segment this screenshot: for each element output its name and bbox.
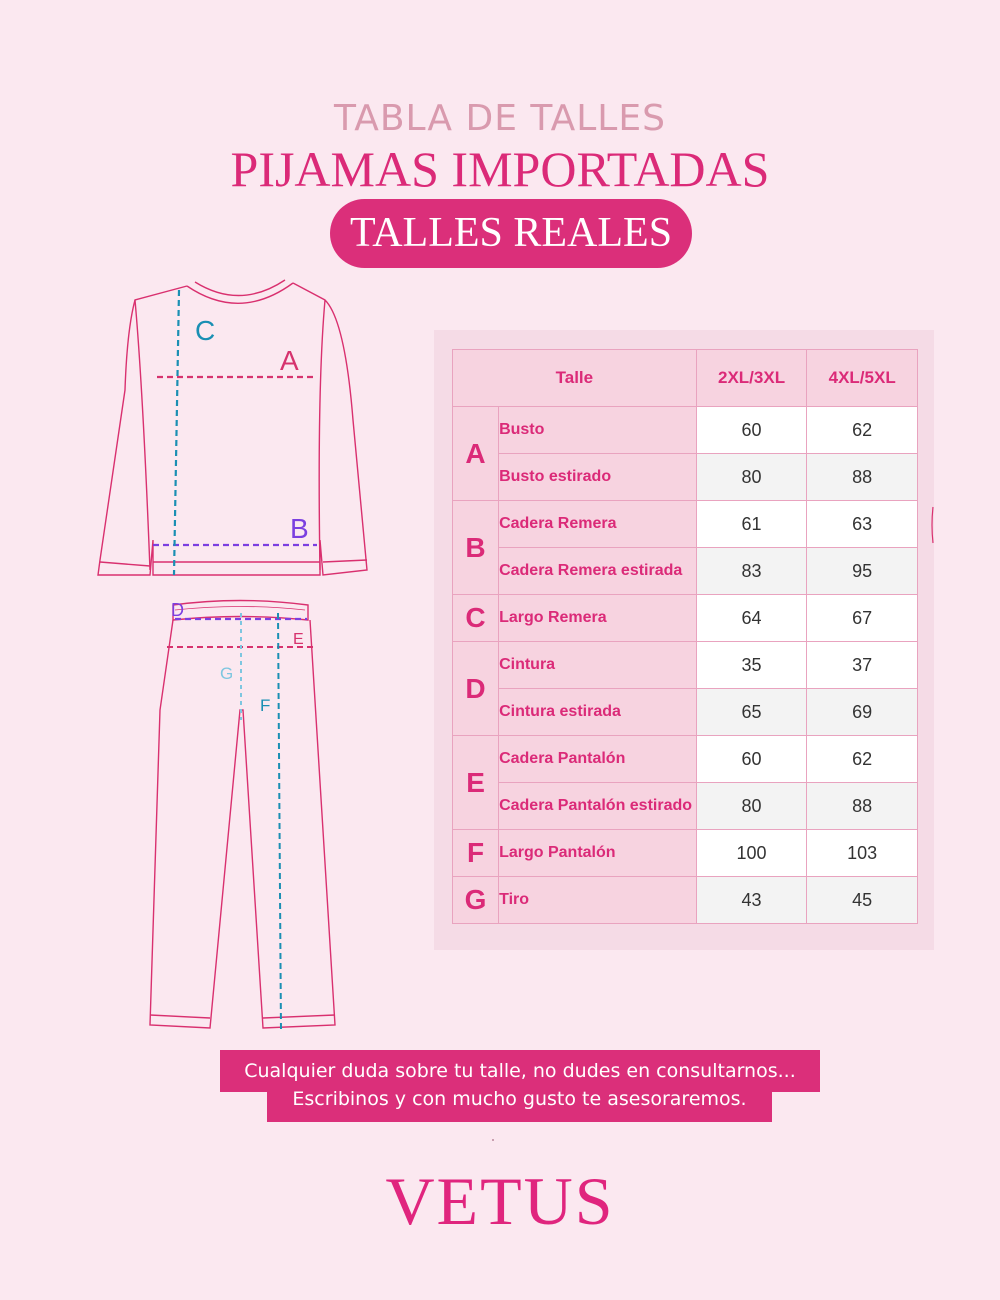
group-letter: D xyxy=(453,642,499,736)
header-talle: Talle xyxy=(453,350,697,407)
row-label: Cintura estirada xyxy=(499,689,697,736)
value-cell: 95 xyxy=(807,548,918,595)
table-row xyxy=(453,595,918,642)
value-cell: 65 xyxy=(696,689,807,736)
value-cell: 62 xyxy=(807,407,918,454)
label-d: D xyxy=(171,600,184,620)
table-row xyxy=(453,407,918,454)
row-label: Largo Pantalón xyxy=(499,830,697,877)
table-row xyxy=(453,736,918,783)
header-col2: 4XL/5XL xyxy=(807,350,918,407)
value-cell: 64 xyxy=(696,595,807,642)
brand-logo: VETUS xyxy=(385,1163,615,1239)
row-label: Cadera Pantalón xyxy=(499,736,697,783)
value-cell: 80 xyxy=(696,783,807,830)
pants-outline xyxy=(150,601,335,1029)
value-cell: 88 xyxy=(807,783,918,830)
value-cell: 62 xyxy=(807,736,918,783)
value-cell: 100 xyxy=(696,830,807,877)
row-label: Busto xyxy=(499,407,697,454)
row-label: Largo Remera xyxy=(499,595,697,642)
table-row xyxy=(453,830,918,877)
page-title: PIJAMAS IMPORTADAS xyxy=(230,141,770,197)
group-letter: A xyxy=(453,407,499,501)
row-label: Tiro xyxy=(499,877,697,924)
value-cell: 83 xyxy=(696,548,807,595)
group-letter: F xyxy=(453,830,499,877)
group-letter: G xyxy=(453,877,499,924)
label-b: B xyxy=(290,513,309,544)
label-c: C xyxy=(195,315,216,346)
label-a: A xyxy=(280,345,299,376)
help-note-line1: Cualquier duda sobre tu talle, no dudes en consultarnos... xyxy=(220,1050,820,1092)
row-label: Cadera Remera xyxy=(499,501,697,548)
value-cell: 35 xyxy=(696,642,807,689)
table-row xyxy=(453,642,918,689)
value-cell: 63 xyxy=(807,501,918,548)
table-row xyxy=(453,501,918,548)
value-cell: 61 xyxy=(696,501,807,548)
row-label: Cadera Remera estirada xyxy=(499,548,697,595)
row-label: Cintura xyxy=(499,642,697,689)
measure-line-f xyxy=(278,613,281,1032)
page-supertitle: TABLA DE TALLES xyxy=(334,98,666,139)
table-row xyxy=(453,783,918,830)
value-cell: 80 xyxy=(696,454,807,501)
row-label: Busto estirado xyxy=(499,454,697,501)
table-row xyxy=(453,689,918,736)
table-row xyxy=(453,877,918,924)
group-letter: C xyxy=(453,595,499,642)
value-cell: 37 xyxy=(807,642,918,689)
value-cell: 60 xyxy=(696,407,807,454)
value-cell: 67 xyxy=(807,595,918,642)
value-cell: 103 xyxy=(807,830,918,877)
edge-mark xyxy=(930,505,936,545)
value-cell: 69 xyxy=(807,689,918,736)
value-cell: 60 xyxy=(696,736,807,783)
header-col1: 2XL/3XL xyxy=(696,350,807,407)
group-letter: B xyxy=(453,501,499,595)
help-note-line2: Escribinos y con mucho gusto te asesoraremos. xyxy=(267,1088,772,1122)
shirt-outline xyxy=(98,280,367,575)
value-cell: 88 xyxy=(807,454,918,501)
value-cell: 45 xyxy=(807,877,918,924)
measure-line-c xyxy=(174,290,179,575)
pajama-illustration xyxy=(95,270,385,1050)
table-row xyxy=(453,454,918,501)
talles-reales-badge: TALLES REALES xyxy=(330,199,692,268)
decorative-dot xyxy=(492,1139,494,1141)
label-g: G xyxy=(220,664,234,683)
table-row xyxy=(453,548,918,595)
size-table xyxy=(452,349,918,924)
row-label: Cadera Pantalón estirado xyxy=(499,783,697,830)
group-letter: E xyxy=(453,736,499,830)
value-cell: 43 xyxy=(696,877,807,924)
label-e: E xyxy=(293,631,304,648)
table-header-row xyxy=(453,350,918,407)
label-f: F xyxy=(260,696,271,715)
